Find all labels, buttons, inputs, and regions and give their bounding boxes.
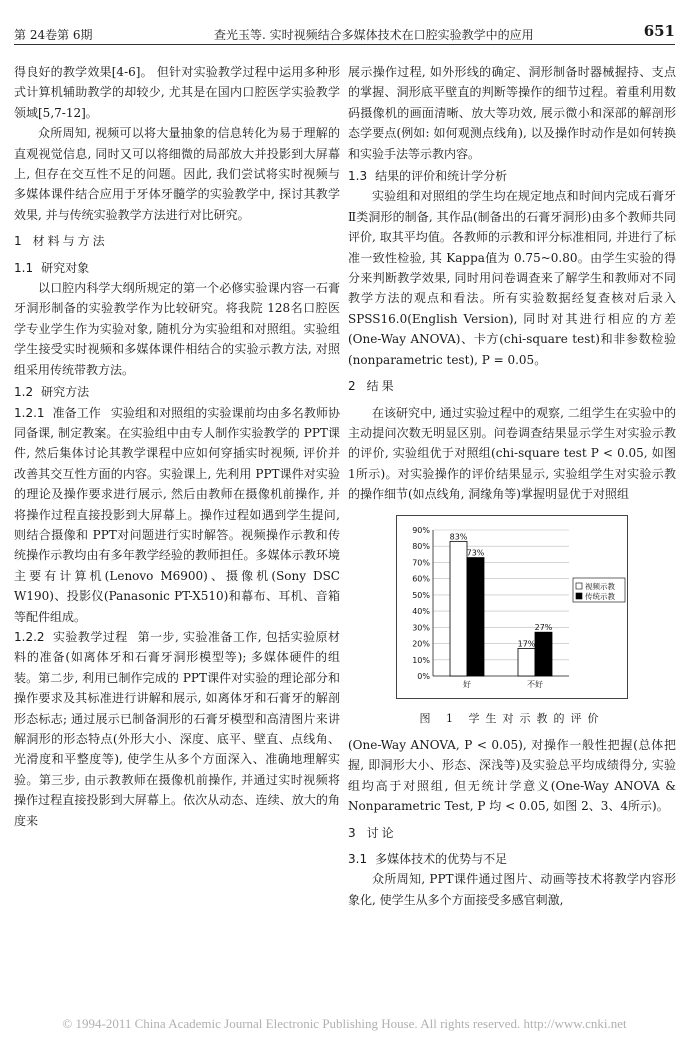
y-tick-label: 50% (412, 590, 430, 600)
paragraph: 以口腔内科学大纲所规定的第一个必修实验课内容一石膏牙洞形制备的实验教学作为比较研究。将我院 128名口腔医学专业学生作为实验对象, 随机分为实验组和对照组。实验组学生接受实时视频和多媒体课件相结合的实验示教方法, 对照组采用传统带教方法。 (14, 281, 340, 377)
paragraph: 展示操作过程, 如外形线的确定、洞形制备时器械握持、支点的掌握、洞形底平壁直的判断等操作的细节过程。着重利用数码摄像机的画面清晰、放大等功效, 展示微小和深部的解剖形态学要点(例如: 如何观测点线角), 以及操作时动作是如何转换和实验手法等示教内容。 (348, 65, 676, 161)
subsection-heading: 3.1 多媒体技术的优势与不足 (348, 851, 508, 866)
data-label: 17% (517, 638, 536, 648)
paragraph: 1.2.2 实验教学过程 第一步, 实验准备工作, 包括实验原材料的准备(如离体牙和石膏牙洞形模型等); 多媒体硬件的组装。第二步, 利用已制作完成的 PPT课件对实验的理论部分和操作要求及其标准进行讲解和展示, 如离体牙和石膏牙的解剖形态标志; 通过展示已制备洞形的石膏牙模型和高清图片来讲解洞形的形态特点(外形大小、深度、底平、壁直、点线角、光滑度和平整度等), 使学生从多个方面深入、准确地理解实验。第三步, 由示教教师在摄像机前操作, 并通过实时视频将操作过程直接投影到大屏幕上。依次从动态、连续、放大的角度来 (14, 629, 340, 828)
legend-label: 视频示教 (585, 581, 615, 591)
paragraph: 实验组和对照组的学生均在规定地点和时间内完成石膏牙 Ⅱ类洞形的制备, 其作品(制备出的石膏牙洞形)由多个教师共同评价, 取其平均值。各教师的示教和评分标准相同, 并进行了标准一致性检验, 其 Kappa值为 0.75~0.80。由学生实验的得分来判断教学效果, 同时用问卷调查来了解学生和教师对不同教学方法的观点和看法。所有实验数据经复查核对后录入 SPSS16.0(English Version), 同时对其进行相应的方差(One-Way ANOVA)、卡方(chi-square test)和非参数检验(nonparametric test), P = 0.05。 (348, 189, 676, 367)
data-label: 83% (449, 531, 468, 541)
subsection-heading: 1.1 研究对象 (14, 260, 90, 275)
journal-volume: 第 24卷第 6期 (14, 28, 93, 42)
bar (518, 648, 535, 676)
section-heading: 2 结果 (348, 379, 397, 394)
legend-label: 传统示教 (585, 591, 615, 601)
copyright-footer: © 1994-2011 China Academic Journal Electronic Publishing House. All rights reserved. http://www.cnki.net (62, 1016, 627, 1031)
paragraph: (One-Way ANOVA, P < 0.05), 对操作一般性把握(总体把握, 即洞形大小、形态、深浅等)及实验总平均成绩得分, 实验组均高于对照组, 但无统计学意义(One-Way ANOVA & Nonparametric Test, P 均 < 0.05, 如图 2、3、4所示)。 (348, 737, 676, 814)
paragraph: 众所周知, 视频可以将大量抽象的信息转化为易于理解的直观视觉信息, 同时又可以将细微的局部放大并投影到大屏幕上, 但存在交互性不足的问题。因此, 我们尝试将实时视频与多媒体课件结合应用于牙体牙髓学的实验教学中, 探讨其教学效果, 并与传统实验教学方法进行对比研究。 (14, 126, 340, 222)
bar (467, 557, 484, 675)
paragraph: 1.2.1 准备工作 实验组和对照组的实验课前均由多名教师协同备课, 制定教案。在实验组中由专人制作实验教学的 PPT课件, 然后集体讨论其教学课程中应如何穿插实时视频, 评价并改善其交互性方面的内容。实验课上, 先利用 PPT课件对实验的理论及操作要求进行展示, 然后由教师在摄像机前操作, 并将操作过程直接投影到大屏幕上。操作过程如遇到学生提问, 则结合摄像和 PPT对问题进行实时解答。视频操作示教和传统操作示教均由有多年教学经验的教师担任。多媒体示教环境主要有计算机(Lenovo M6900)、摄像机(Sony DSC W190)、投影仪(Panasonic PT-X510)和幕布、耳机、音箱等配件组成。 (14, 405, 340, 624)
subsection-heading: 1.3 结果的评价和统计学分析 (348, 169, 508, 184)
paragraph: 得良好的教学效果[4-6]。 但针对实验教学过程中运用多种形式计算机辅助教学的却较少, 尤其是在国内口腔医学实验教学领域[5,7-12]。 (14, 65, 340, 120)
y-tick-label: 40% (412, 606, 430, 616)
y-tick-label: 10% (412, 655, 430, 665)
paragraph: 众所周知, PPT课件通过图片、动画等技术将教学内容形象化, 使学生从多个方面接受多感官刺激, (348, 872, 676, 907)
y-tick-label: 70% (412, 557, 430, 567)
bar-chart-svg (397, 516, 627, 698)
running-header (14, 22, 675, 45)
legend-swatch (576, 593, 582, 599)
left-column (14, 62, 340, 831)
page-number: 651 (643, 22, 675, 40)
y-tick-label: 80% (412, 541, 430, 551)
bar (450, 541, 467, 676)
x-tick-label: 好 (463, 679, 471, 689)
paragraph: 在该研究中, 通过实验过程中的观察, 二组学生在实验中的主动提问次数无明显区别。问卷调查结果显示学生对实验示教的评价, 实验组优于对照组(chi-square test P < 0.05, 如图 1所示)。对实验操作的评价结果显示, 实验组学生对实验示教的操作细节(如点线角, 洞缘角等)掌握明显优于对照组 (348, 405, 676, 502)
right-column (348, 62, 676, 910)
section-heading: 3 讨论 (348, 825, 397, 840)
bar (535, 632, 552, 676)
y-tick-label: 0% (417, 671, 430, 681)
y-tick-label: 60% (412, 574, 430, 584)
figure-1-chart (396, 515, 628, 699)
subsection-heading: 1.2 研究方法 (14, 385, 90, 400)
y-tick-label: 30% (412, 622, 430, 632)
figure-caption: 图 1 学生对示教的评价 (419, 711, 605, 725)
legend-swatch (576, 583, 582, 589)
section-heading: 1 材料与方法 (14, 234, 108, 249)
y-tick-label: 20% (412, 639, 430, 649)
data-label: 27% (534, 622, 553, 632)
running-title: 查光玉等. 实时视频结合多媒体技术在口腔实验教学中的应用 (214, 28, 534, 42)
x-tick-label: 不好 (527, 679, 543, 689)
y-tick-label: 90% (412, 525, 430, 535)
data-label: 73% (466, 548, 485, 558)
